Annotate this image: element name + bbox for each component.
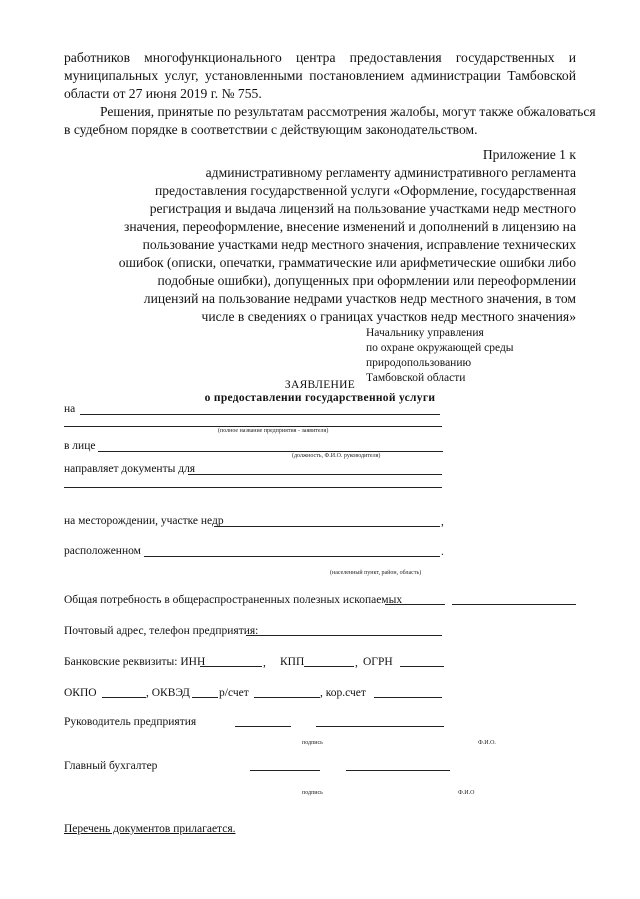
- appendix-line: подобные ошибки), допущенных при оформлении или переоформлении: [157, 273, 576, 288]
- appendix-line: предоставления государственной услуги «Оформление, государственная: [154, 183, 576, 198]
- napravlyaet-input-line-2[interactable]: [64, 487, 442, 488]
- mestorozhdenie-comma: ,: [441, 516, 444, 528]
- okpo-label: ОКПО: [64, 687, 97, 699]
- intro-line-1: работников многофункционального центра предоставления государственных и: [64, 50, 576, 65]
- location-hint: (населенный пункт, район, область): [330, 570, 422, 576]
- na-hint: (полное название предприятия - заявителя): [218, 428, 329, 434]
- buhgalter-fio-line[interactable]: [346, 770, 450, 771]
- addressee-line: природопользованию: [366, 357, 472, 369]
- rukovoditel-signature-line[interactable]: [235, 726, 291, 727]
- ogrn-label: ОГРН: [363, 656, 393, 668]
- korschet-label: , кор.счет: [320, 687, 366, 699]
- form-title: ЗАЯВЛЕНИЕ: [284, 379, 356, 391]
- addressee-line: Начальнику управления: [366, 327, 484, 339]
- appendix-line: числе в сведениях о границах участков недр местного значения»: [201, 309, 576, 324]
- raspolozhennom-period: .: [441, 546, 444, 558]
- attachments-note: Перечень документов прилагается.: [64, 823, 236, 835]
- na-input-line-2[interactable]: [64, 426, 442, 427]
- bank-sep-2: ,: [355, 657, 358, 669]
- na-label: на: [64, 403, 76, 415]
- mestorozhdenie-label: на месторождении, участке недр: [64, 515, 224, 527]
- fio-hint-1: Ф.И.О.: [478, 740, 496, 746]
- buhgalter-signature-line[interactable]: [250, 770, 320, 771]
- intro-line-3: области от 27 июня 2019 г. № 755.: [64, 86, 262, 101]
- intro-line-2: муниципальных услуг, установленными постановлением администрации Тамбовской: [64, 68, 576, 83]
- okved-label: , ОКВЭД: [146, 687, 190, 699]
- raspolozhennom-label: расположенном: [64, 545, 141, 557]
- form-subtitle: о предоставлении государственной услуги: [204, 392, 436, 404]
- rukovoditel-fio-line[interactable]: [316, 726, 444, 727]
- appendix-line: регистрация и выдача лицензий на пользование участками недр местного: [149, 201, 576, 216]
- appendix-line: Приложение 1 к: [482, 147, 576, 162]
- v-litse-label: в лице: [64, 440, 96, 452]
- intro-line-5: в судебном порядке в соответствии с действующим законодательством.: [64, 122, 478, 137]
- korschet-input-line[interactable]: [374, 697, 442, 698]
- addressee-line: по охране окружающей среды: [366, 342, 514, 354]
- appendix-line: пользование участками недр местного значения, исправление технических: [142, 237, 576, 252]
- ogrn-input-line[interactable]: [400, 666, 444, 667]
- address-label: Почтовый адрес, телефон предприятия:: [64, 625, 259, 637]
- rukovoditel-label: Руководитель предприятия: [64, 716, 197, 728]
- podpis-hint-2: подпись: [302, 790, 323, 796]
- bank-sep-1: ,: [263, 657, 266, 669]
- potrebnost-input-line-1[interactable]: [385, 604, 445, 605]
- inn-input-line[interactable]: [200, 666, 262, 667]
- okpo-input-line[interactable]: [102, 697, 146, 698]
- bank-label: Банковские реквизиты: ИНН: [64, 656, 206, 668]
- intro-line-4: Решения, принятые по результатам рассмотрения жалобы, могут также обжаловаться: [100, 104, 596, 119]
- raspolozhennom-input-line[interactable]: [144, 556, 440, 557]
- appendix-line: значения, переоформление, внесение изменений и дополнений в лицензию на: [124, 219, 576, 234]
- v-litse-hint: (должность, Ф.И.О. руководителя): [292, 453, 381, 459]
- mestorozhdenie-input-line[interactable]: [214, 526, 440, 527]
- potrebnost-input-line-2[interactable]: [452, 604, 576, 605]
- addressee-line: Тамбовской области: [366, 372, 466, 384]
- appendix-line: ошибок (описки, опечатки, грамматические или арифметические ошибки либо: [118, 255, 576, 270]
- kpp-label: КПП: [280, 656, 305, 668]
- okved-input-line[interactable]: [192, 697, 218, 698]
- appendix-line: лицензий на пользование недрами участков недр местного значения, в том: [143, 291, 576, 306]
- na-input-line[interactable]: [80, 414, 440, 415]
- rschet-label: р/счет: [219, 687, 249, 699]
- buhgalter-label: Главный бухгалтер: [64, 760, 158, 772]
- address-input-line[interactable]: [246, 635, 442, 636]
- napravlyaet-label: направляет документы для: [64, 463, 196, 475]
- appendix-line: административному регламенту административного регламента: [205, 165, 576, 180]
- rschet-input-line[interactable]: [254, 697, 320, 698]
- podpis-hint-1: подпись: [302, 740, 323, 746]
- v-litse-input-line[interactable]: [98, 451, 443, 452]
- kpp-input-line[interactable]: [304, 666, 354, 667]
- potrebnost-label: Общая потребность в общераспространенных полезных ископаемых: [64, 594, 403, 606]
- fio-hint-2: Ф.И.О: [458, 790, 475, 796]
- napravlyaet-input-line[interactable]: [188, 474, 442, 475]
